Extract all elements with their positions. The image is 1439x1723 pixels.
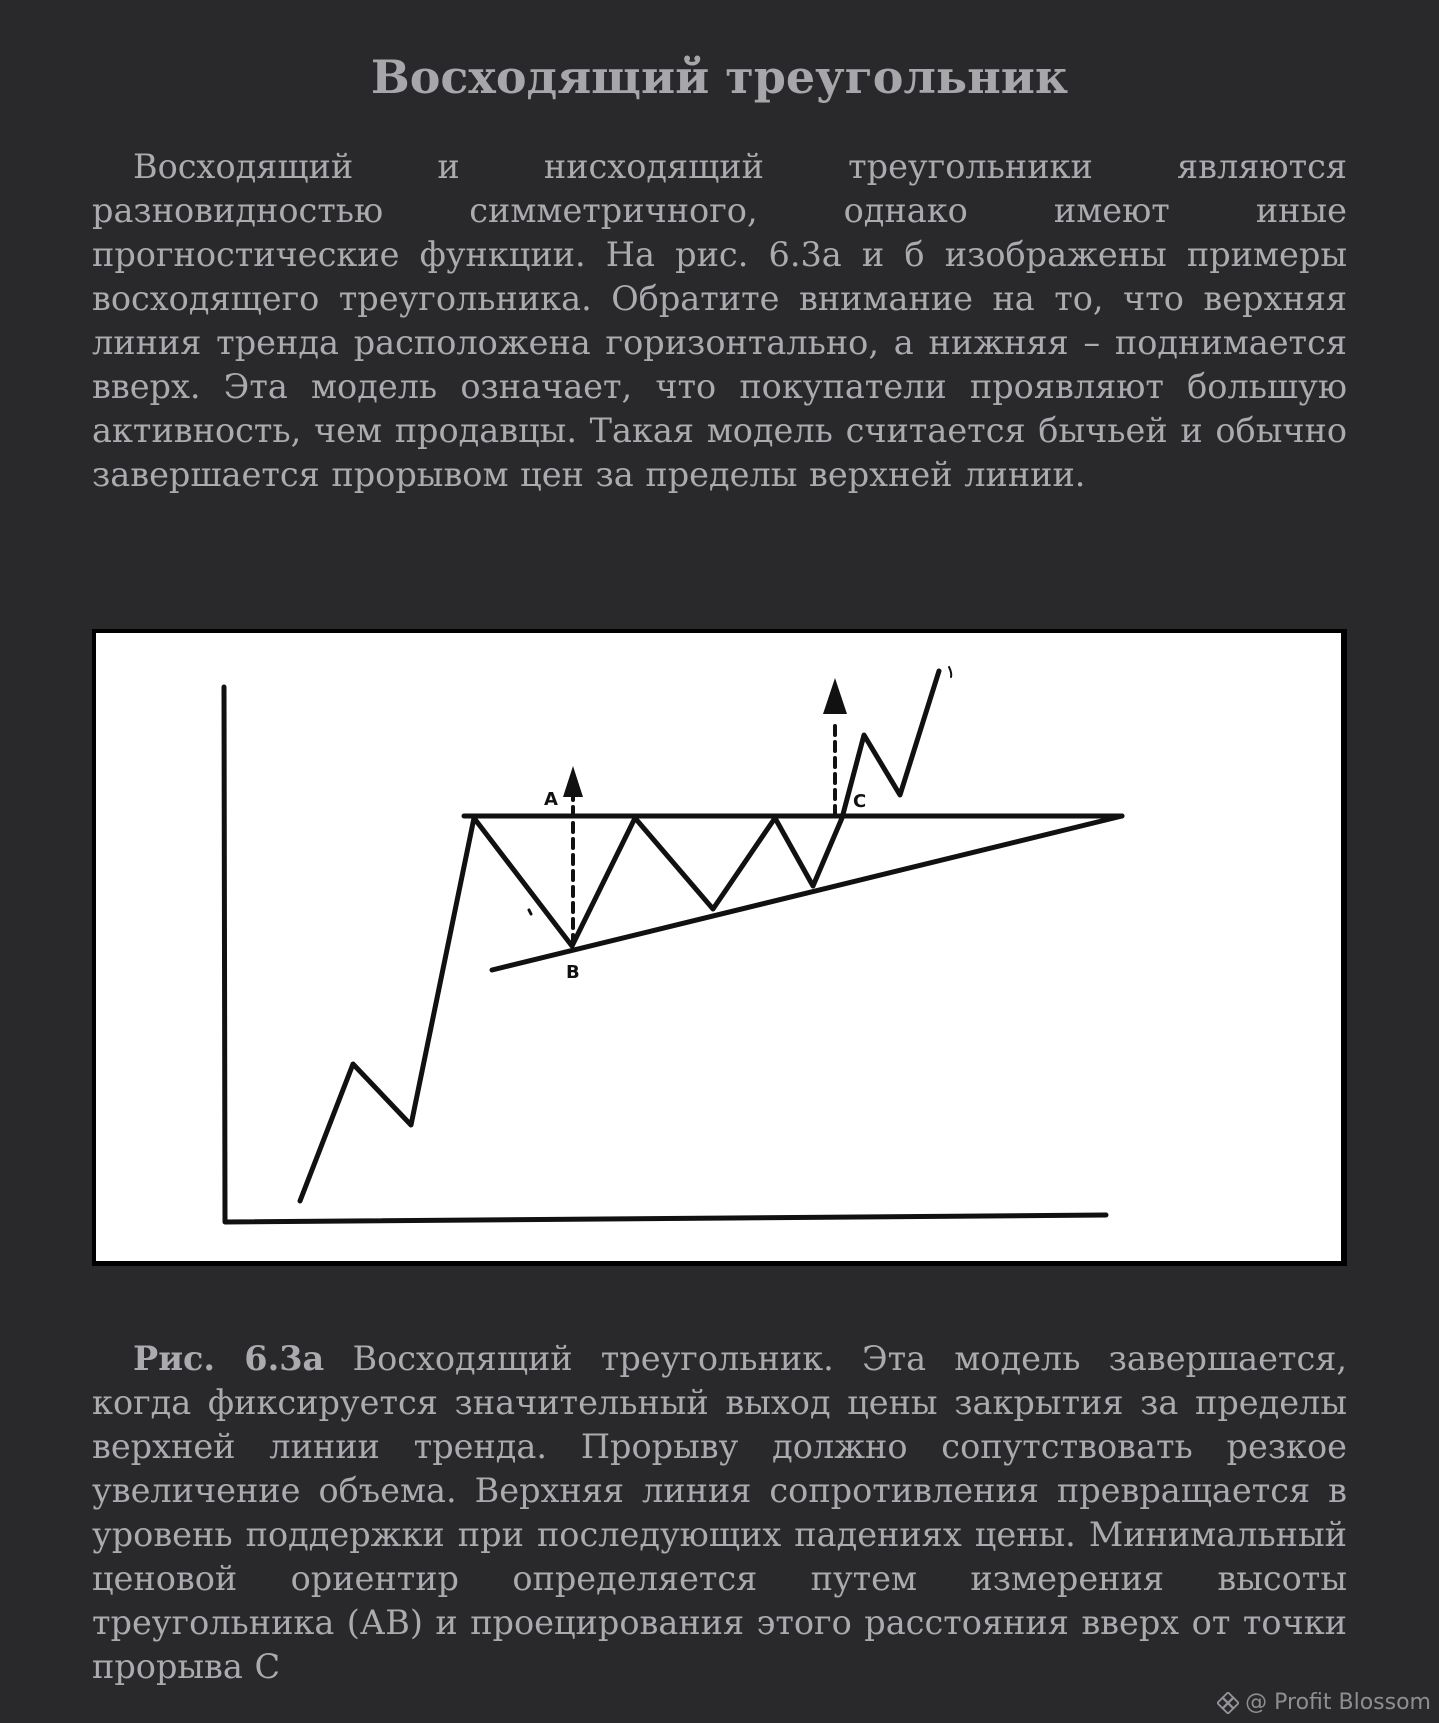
watermark — [1217, 1690, 1431, 1715]
tick-mark — [529, 910, 531, 914]
caption-text: Восходящий треугольник. Эта модель завершается, когда фиксируется значительный выход цены закрытия за пределы верхней линии тренда. Прорыву должно сопутствовать резкое увеличение объема. Верхняя линия сопротивления превращается в уровень поддержки при последующих падениях цены. Минимальный ценовой ориентир определяется путем измерения высоты треугольника (АВ) и проецирования этого расстояния вверх от точки прорыва С — [92, 1339, 1348, 1686]
profit-blossom-logo-icon — [1217, 1692, 1239, 1714]
label-c: C — [853, 791, 867, 812]
watermark-text: @ Profit Blossom — [1245, 1690, 1431, 1715]
intro-paragraph: Восходящий и нисходящий треугольники являются разновидностью симметричного, однако имеют иные прогностические функции. На рис. 6.3а и б изображены примеры восходящего треугольника. Обратите внимание на то, что верхняя линия тренда расположена горизонтально, а нижняя – поднимается вверх. Эта модель означает, что покупатели проявляют большую активность, чем продавцы. Такая модель считается бычьей и обычно завершается прорывом цен за пределы верхней линии. — [92, 147, 1347, 494]
label-b: B — [566, 962, 580, 983]
caption-label: Рис. 6.3а — [133, 1339, 325, 1378]
page-title: Восходящий треугольник — [370, 50, 1069, 104]
figure-diagram — [92, 629, 1347, 1266]
ascending-triangle-figure — [92, 629, 1347, 1266]
label-a: A — [544, 789, 558, 810]
figure-canvas — [96, 633, 1341, 1261]
figure-caption — [92, 1337, 1347, 1689]
